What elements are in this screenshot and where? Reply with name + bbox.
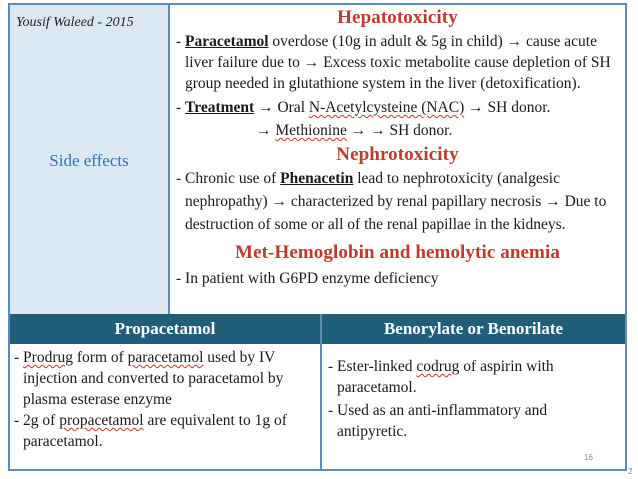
nephrotoxicity-title: Nephrotoxicity: [336, 144, 459, 165]
benorylate-line-1: - Ester-linked codrug of aspirin with: [328, 358, 554, 375]
benorylate-line-4: antipyretic.: [337, 423, 408, 440]
page-number: 16: [584, 453, 593, 462]
hepato-methionine-line: → Methionine → → SH donor.: [256, 122, 453, 139]
methemo-line-1: - In patient with G6PD enzyme deficiency: [176, 270, 439, 287]
side-effects-label: Side effects: [49, 151, 129, 170]
propacetamol-line-3: plasma esterase enzyme: [23, 391, 172, 408]
author-label: Yousif Waleed - 2015: [16, 15, 134, 30]
benorylate-line-2: paracetamol.: [337, 379, 417, 396]
propacetamol-line-1: - Prodrug form of paracetamol used by IV: [14, 349, 276, 366]
hepatotoxicity-title: Hepatotoxicity: [337, 7, 458, 28]
benorylate-title: Benorylate or Benorilate: [383, 319, 564, 338]
propacetamol-line-5: paracetamol.: [23, 433, 103, 450]
benorylate-line-3: - Used as an anti-inflammatory and: [328, 402, 548, 419]
corner-mark: 2: [628, 467, 633, 476]
nephro-line-1: - Chronic use of Phenacetin lead to nephrotoxicity (analgesic: [176, 170, 560, 187]
side-effects-content: [170, 5, 625, 314]
hepato-line-3: group needed in glutathione system in the liver (detoxification).: [185, 75, 581, 92]
hepato-treatment-line: - Treatment → Oral N-Acetylcysteine (NAC) → SH donor.: [176, 99, 551, 116]
nephro-line-2: nephropathy) → characterized by renal papillary necrosis → Due to: [185, 193, 607, 210]
slide: [8, 3, 627, 471]
hepato-line-2: liver failure due to → Excess toxic metabolite cause depletion of SH: [185, 54, 611, 71]
column-divider: [320, 314, 322, 469]
left-column: [10, 5, 170, 314]
nephro-line-3: destruction of some or all of the renal papillae in the kidneys.: [185, 216, 566, 233]
methemoglobin-title: Met-Hemoglobin and hemolytic anemia: [235, 242, 560, 263]
propacetamol-line-4: - 2g of propacetamol are equivalent to 1g of: [14, 412, 287, 429]
propacetamol-line-2: injection and converted to paracetamol by: [23, 370, 284, 387]
propacetamol-title: Propacetamol: [114, 319, 216, 338]
hepato-line-1: - Paracetamol overdose (10g in adult & 5g in child) → cause acute: [176, 33, 597, 50]
